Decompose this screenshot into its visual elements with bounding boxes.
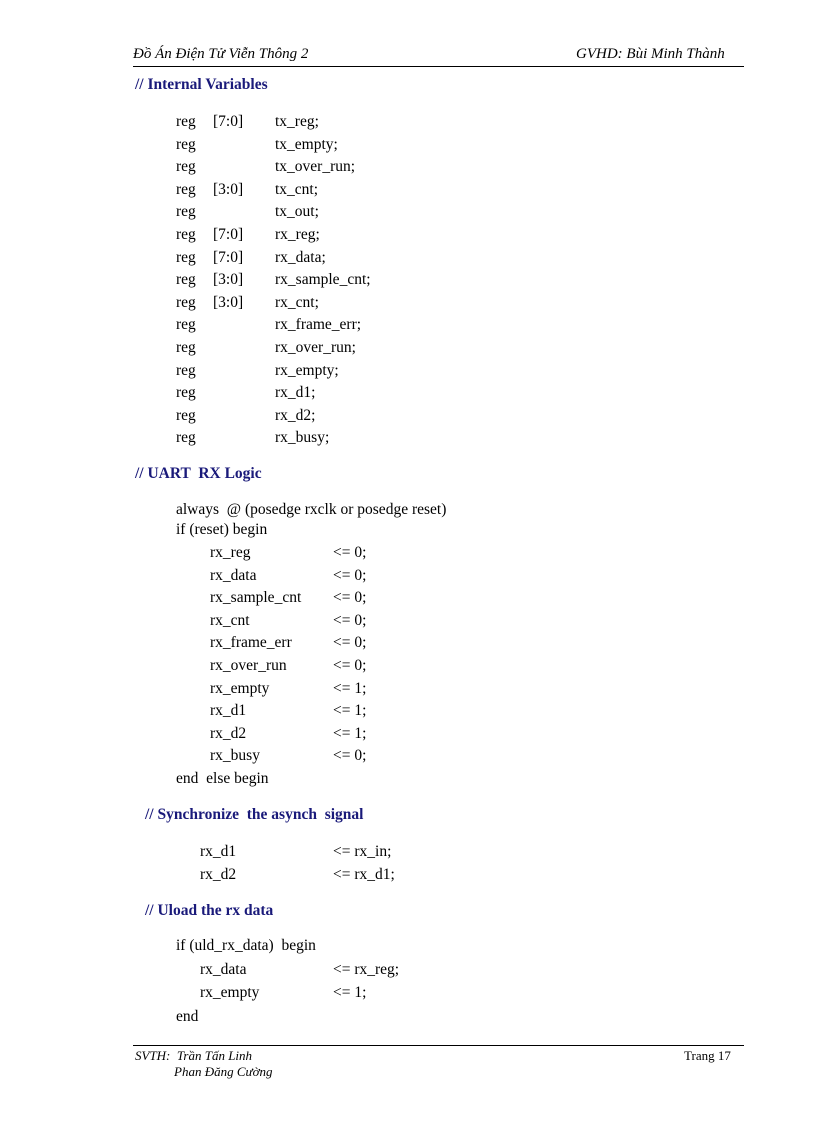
decl-range: [7:0] <box>213 248 244 266</box>
decl-keyword: reg <box>176 113 196 130</box>
synchronize-comment: // Synchronize the asynch signal <box>145 806 364 823</box>
assign-rhs: <= 0; <box>333 589 367 607</box>
assign-rhs: <= 0; <box>333 747 367 765</box>
decl-name: rx_cnt; <box>275 293 319 311</box>
assign-rhs: <= 0; <box>333 657 367 674</box>
decl-range: [3:0] <box>213 271 244 289</box>
uload-comment: // Uload the rx data <box>145 902 274 919</box>
assign-lhs: rx_reg <box>210 544 251 561</box>
assign-lhs: rx_cnt <box>210 611 250 629</box>
assign-rhs: <= 0; <box>333 611 367 629</box>
decl-keyword: reg <box>176 361 196 379</box>
assign-rhs: <= 1; <box>333 724 367 742</box>
assign-rhs: <= 0; <box>333 566 367 584</box>
assign-lhs: rx_sample_cnt <box>210 589 302 607</box>
decl-keyword: reg <box>176 429 196 447</box>
footer-second-name: Phan Đăng Cường <box>174 1064 273 1079</box>
assign-lhs: rx_data <box>210 566 257 584</box>
decl-name: tx_over_run; <box>275 158 356 176</box>
decl-name: rx_sample_cnt; <box>275 271 371 289</box>
decl-name: rx_data; <box>275 248 326 266</box>
assign-lhs: rx_busy <box>210 747 260 765</box>
footer-rule <box>133 1045 744 1046</box>
assign-lhs: rx_d2 <box>200 865 237 883</box>
decl-name: rx_reg; <box>275 226 320 243</box>
decl-keyword: reg <box>176 406 196 424</box>
decl-name: rx_over_run; <box>275 339 356 356</box>
end-statement: end <box>176 1008 199 1025</box>
header-left: Đồ Án Điện Tử Viễn Thông 2 <box>133 46 309 62</box>
else-begin-statement: end else begin <box>176 770 269 787</box>
if-reset-statement: if (reset) begin <box>176 521 268 538</box>
footer-page-number: Trang 17 <box>684 1048 731 1063</box>
decl-name: rx_empty; <box>275 361 339 379</box>
assign-rhs: <= rx_d1; <box>333 865 395 883</box>
decl-name: rx_busy; <box>275 429 330 447</box>
assign-lhs: rx_d1 <box>200 843 237 860</box>
footer-svth: SVTH: Trần Tấn Linh <box>135 1048 253 1063</box>
assign-lhs: rx_data <box>200 961 247 978</box>
decl-keyword: reg <box>176 339 196 356</box>
decl-name: tx_reg; <box>275 113 319 130</box>
decl-keyword: reg <box>176 180 196 198</box>
decl-keyword: reg <box>176 158 196 176</box>
assign-lhs: rx_empty <box>200 983 260 1001</box>
decl-keyword: reg <box>176 293 196 311</box>
decl-keyword: reg <box>176 384 196 402</box>
assign-rhs: <= 0; <box>333 634 367 652</box>
assign-rhs: <= 0; <box>333 544 367 561</box>
decl-range: [7:0] <box>213 226 244 243</box>
rx-logic-comment: // UART RX Logic <box>135 465 262 482</box>
assign-rhs: <= rx_in; <box>333 843 392 860</box>
decl-name: tx_cnt; <box>275 180 319 198</box>
decl-range: [7:0] <box>213 113 244 130</box>
decl-keyword: reg <box>176 203 196 221</box>
decl-range: [3:0] <box>213 293 244 311</box>
assign-lhs: rx_empty <box>210 679 270 697</box>
decl-name: rx_d2; <box>275 406 316 424</box>
assign-lhs: rx_d1 <box>210 702 247 720</box>
always-statement: always @ (posedge rxclk or posedge reset) <box>176 501 447 518</box>
decl-name: rx_d1; <box>275 384 316 402</box>
assign-lhs: rx_d2 <box>210 724 247 742</box>
header-right: GVHD: Bùi Minh Thành <box>576 46 725 62</box>
assign-lhs: rx_frame_err <box>210 634 292 652</box>
decl-name: rx_frame_err; <box>275 316 362 334</box>
decl-keyword: reg <box>176 226 196 243</box>
internal-variables-comment: // Internal Variables <box>135 76 268 93</box>
assign-rhs: <= 1; <box>333 983 367 1001</box>
decl-keyword: reg <box>176 248 196 266</box>
decl-range: [3:0] <box>213 180 244 198</box>
decl-keyword: reg <box>176 135 196 153</box>
header-rule <box>133 66 744 67</box>
decl-keyword: reg <box>176 316 196 334</box>
decl-name: tx_out; <box>275 203 319 221</box>
assign-rhs: <= rx_reg; <box>333 961 400 978</box>
assign-rhs: <= 1; <box>333 679 367 697</box>
decl-name: tx_empty; <box>275 135 338 153</box>
assign-lhs: rx_over_run <box>210 657 287 674</box>
decl-keyword: reg <box>176 271 196 289</box>
assign-rhs: <= 1; <box>333 702 367 720</box>
if-uld-statement: if (uld_rx_data) begin <box>176 937 316 954</box>
